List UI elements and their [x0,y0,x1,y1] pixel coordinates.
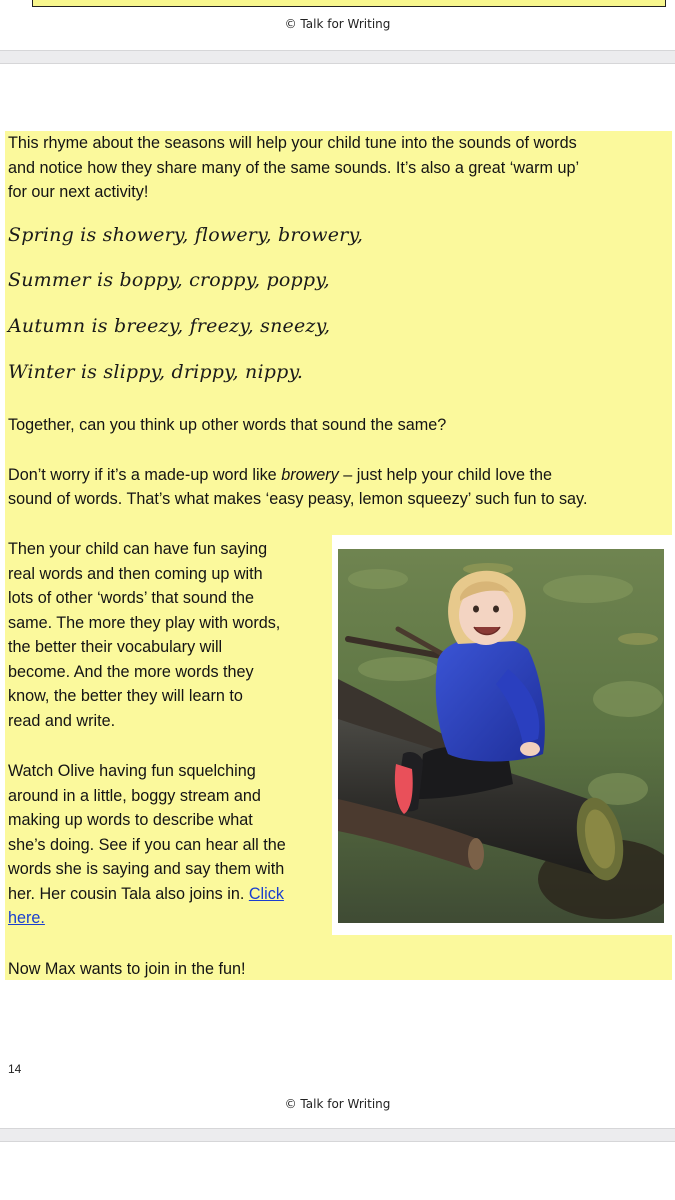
olive-line: she’s doing. See if you can hear all the [8,836,286,854]
photo-illustration [338,549,664,923]
vocab-line: real words and then coming up with [8,565,263,583]
vocab-line: Then your child can have fun saying [8,540,268,558]
copyright-bottom: © Talk for Writing [284,1097,391,1111]
worry-emphasis: browery [281,466,339,484]
worry-text-after: – just help your child love the [338,466,553,484]
closing-text: Now Max wants to join in the fun! [8,960,246,978]
child-on-log-photo [332,543,670,929]
page-separator-bottom [0,1128,675,1142]
olive-line: Watch Olive having fun squelching [8,762,256,780]
prompt-text: Together, can you think up other words that sound the same? [8,416,447,434]
worry-text-before: Don’t worry if it’s a made-up word like [8,466,282,484]
worry-line-2: sound of words. That’s what makes ‘easy peasy, lemon squeezy’ such fun to say. [8,490,588,508]
vocab-line: know, the better they will learn to [8,687,243,705]
copyright-top: © Talk for Writing [284,17,391,31]
rhyme-line-autumn: Autumn is breezy, freezy, sneezy, [8,315,331,337]
intro-line-1: This rhyme about the seasons will help your child tune into the sounds of words [8,134,577,152]
intro-line-3: for our next activity! [8,183,149,201]
click-here-link-part1[interactable]: Click [248,885,284,903]
olive-text-last: her. Her cousin Tala also joins in. [8,885,249,903]
vocab-line: become. And the more words they [8,663,254,681]
rhyme-line-summer: Summer is boppy, croppy, poppy, [8,269,330,291]
intro-line-2: and notice how they share many of the same sounds. It’s also a great ‘warm up’ [8,159,580,177]
vocab-line: same. The more they play with words, [8,614,281,632]
click-here-link-part2[interactable]: here. [8,909,45,927]
worry-line-1 [8,463,552,488]
page-number: 14 [8,1062,22,1076]
vocab-line: read and write. [8,712,116,730]
olive-line: around in a little, boggy stream and [8,787,261,805]
olive-line-last [8,882,284,907]
rhyme-line-winter: Winter is slippy, drippy, nippy. [8,361,304,383]
olive-line: words she is saying and say them with [8,860,285,878]
olive-line-link [8,906,45,931]
olive-line: making up words to describe what [8,811,253,829]
previous-page-box [32,0,666,7]
page-separator-top [0,50,675,64]
rhyme-line-spring: Spring is showery, flowery, browery, [8,224,364,246]
vocab-line: lots of other ‘words’ that sound the [8,589,254,607]
vocab-line: the better their vocabulary will [8,638,223,656]
